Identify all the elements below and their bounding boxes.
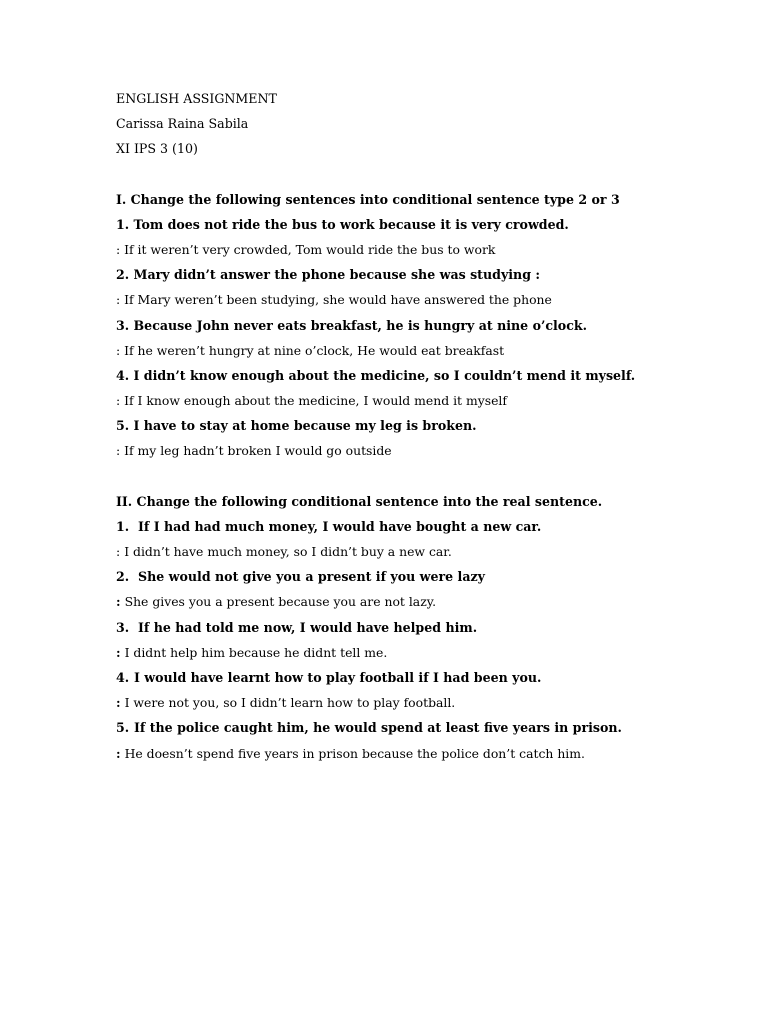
question-text: If he had told me now, I would have helped him. bbox=[138, 619, 478, 635]
question-text: If the police caught him, he would spend at least five years in prison. bbox=[134, 720, 622, 736]
spacer bbox=[116, 162, 736, 187]
section-2-answer-2 bbox=[116, 589, 736, 614]
section-2-heading: II. Change the following conditional sentence into the real sentence. bbox=[116, 493, 603, 509]
section-2-answer-1 bbox=[116, 539, 736, 564]
section-2-question-1 bbox=[116, 514, 736, 539]
section-1-answer-3: : If he weren’t hungry at nine o’clock, He would eat breakfast bbox=[116, 342, 505, 358]
section-2-question-2 bbox=[116, 564, 736, 589]
section-1-question-4: 4. I didn’t know enough about the medicine, so I couldn’t mend it myself. bbox=[116, 367, 636, 383]
section-1-heading: I. Change the following sentences into conditional sentence type 2 or 3 bbox=[116, 191, 620, 207]
section-2-answer-5 bbox=[116, 741, 736, 766]
section-2-question-5 bbox=[116, 715, 736, 740]
section-1 bbox=[116, 187, 736, 464]
section-2-question-4 bbox=[116, 665, 736, 690]
answer-colon: : bbox=[116, 544, 121, 559]
question-number: 4. bbox=[116, 669, 130, 685]
question-number: 5. bbox=[116, 720, 130, 736]
answer-text: I didnt help him because he didnt tell me. bbox=[124, 644, 388, 660]
question-number: 1. bbox=[116, 518, 130, 534]
answer-text: He doesn’t spend five years in prison because the police don’t catch him. bbox=[124, 745, 585, 761]
answer-text: I were not you, so I didn’t learn how to play football. bbox=[124, 695, 456, 711]
question-text: If I had had much money, I would have bought a new car. bbox=[138, 518, 542, 534]
document-page bbox=[116, 86, 736, 766]
section-2 bbox=[116, 489, 736, 766]
answer-colon: : bbox=[116, 594, 121, 610]
section-1-answer-1: : If it weren’t very crowded, Tom would ride the bus to work bbox=[116, 241, 496, 257]
answer-colon: : bbox=[116, 695, 121, 711]
section-1-question-3: 3. Because John never eats breakfast, he is hungry at nine o’clock. bbox=[116, 317, 587, 333]
section-2-answer-4 bbox=[116, 690, 736, 715]
student-name: Carissa Raina Sabila bbox=[116, 116, 249, 132]
assignment-title: ENGLISH ASSIGNMENT bbox=[116, 91, 277, 106]
section-2-answer-3 bbox=[116, 640, 736, 665]
answer-text: I didn’t have much money, so I didn’t buy a new car. bbox=[124, 544, 452, 559]
answer-text: She gives you a present because you are not lazy. bbox=[124, 594, 437, 610]
section-2-question-3 bbox=[116, 615, 736, 640]
section-1-question-2: 2. Mary didn’t answer the phone because she was studying : bbox=[116, 267, 541, 283]
answer-colon: : bbox=[116, 745, 121, 761]
question-text: I would have learnt how to play football if I had been you. bbox=[134, 669, 542, 685]
section-1-question-1: 1. Tom does not ride the bus to work because it is very crowded. bbox=[116, 216, 569, 232]
section-1-answer-2: : If Mary weren’t been studying, she would have answered the phone bbox=[116, 292, 552, 308]
question-number: 3. bbox=[116, 619, 130, 635]
question-text: She would not give you a present if you were lazy bbox=[138, 569, 485, 585]
section-1-question-5: 5. I have to stay at home because my leg is broken. bbox=[116, 418, 477, 434]
answer-colon: : bbox=[116, 644, 121, 660]
spacer bbox=[116, 464, 736, 489]
question-number: 2. bbox=[116, 569, 130, 585]
section-1-answer-4: : If I know enough about the medicine, I would mend it myself bbox=[116, 393, 507, 409]
student-class: XI IPS 3 (10) bbox=[116, 141, 198, 157]
section-1-answer-5: : If my leg hadn’t broken I would go outside bbox=[116, 443, 392, 459]
